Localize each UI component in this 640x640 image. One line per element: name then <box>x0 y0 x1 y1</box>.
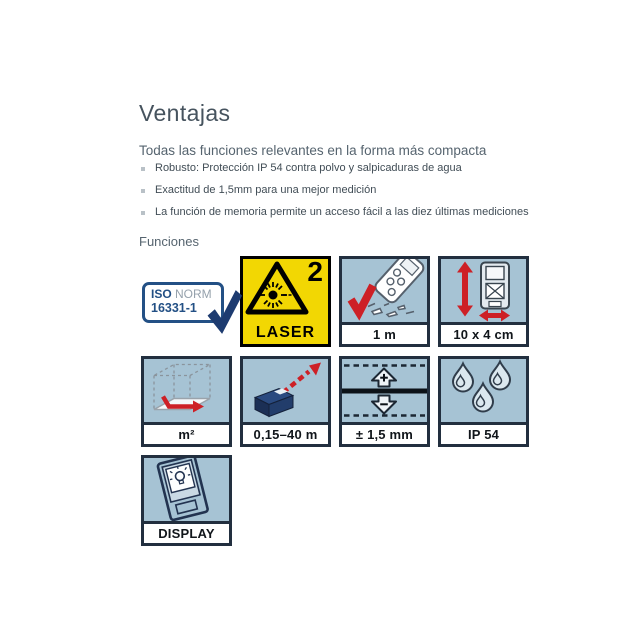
list-item <box>140 184 529 206</box>
norm-label: NORM <box>175 287 212 301</box>
laser-class-number: 2 <box>307 259 323 287</box>
device-dimensions-icon <box>441 259 526 322</box>
tile-laser-class <box>240 256 331 347</box>
grid-row-3 <box>141 455 529 546</box>
water-drops-icon <box>441 359 526 422</box>
grid-row-2 <box>141 356 529 447</box>
iso-number: 16331-1 <box>151 301 197 315</box>
iso-label: ISO <box>151 287 172 301</box>
function-icon-grid <box>141 256 529 555</box>
list-item <box>140 206 529 228</box>
bullet-icon <box>141 211 145 215</box>
bullet-icon <box>141 167 145 171</box>
tile-label: DISPLAY <box>144 521 229 543</box>
tile-display <box>141 455 232 546</box>
measuring-range-icon <box>243 359 328 422</box>
tile-label: LASER <box>255 323 316 341</box>
tile-measuring-range <box>240 356 331 447</box>
tile-drop-resistance <box>339 256 430 347</box>
page-subtitle: Todas las funciones relevantes en la forma más compacta <box>139 143 487 158</box>
tile-label: 0,15–40 m <box>243 422 328 444</box>
page-title: Ventajas <box>139 100 231 126</box>
tile-label: 10 x 4 cm <box>441 322 526 344</box>
tile-ip-protection <box>438 356 529 447</box>
tile-dimensions <box>438 256 529 347</box>
tile-area-measurement <box>141 356 232 447</box>
tile-label: ± 1,5 mm <box>342 422 427 444</box>
area-measure-icon <box>144 359 229 422</box>
illuminated-display-icon <box>144 458 229 521</box>
bullet-icon <box>141 189 145 193</box>
iso-norm-badge <box>141 256 232 347</box>
list-item-text: La función de memoria permite un acceso fácil a las diez últimas mediciones <box>155 206 529 218</box>
functions-section-label: Funciones <box>139 234 199 249</box>
tile-label: 1 m <box>342 322 427 344</box>
list-item <box>140 162 529 184</box>
list-item-text: Robusto: Protección IP 54 contra polvo y salpicaduras de agua <box>155 162 462 174</box>
tile-accuracy <box>339 356 430 447</box>
iso-norm-badge-box <box>142 282 224 323</box>
checkmark-icon <box>203 288 243 336</box>
list-item-text: Exactitud de 1,5mm para una mejor medición <box>155 184 377 196</box>
drop-resistance-icon <box>342 259 427 322</box>
advantages-list <box>140 162 529 228</box>
tile-label: m² <box>144 422 229 444</box>
tile-label: IP 54 <box>441 422 526 444</box>
grid-row-1 <box>141 256 529 347</box>
laser-warning-icon <box>243 259 328 321</box>
accuracy-icon <box>342 359 427 422</box>
